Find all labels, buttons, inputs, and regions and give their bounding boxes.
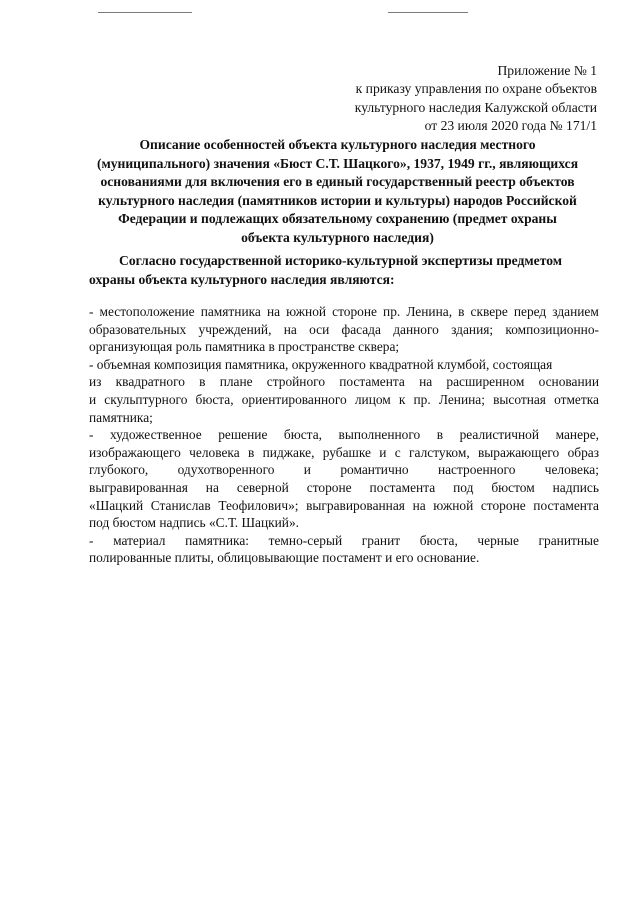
body-word: и xyxy=(303,462,311,478)
scan-artifact-line-left xyxy=(98,12,192,13)
body-word: галстуком, xyxy=(409,444,470,460)
body-line: полированные плиты, облицовывающие постамент и его основание. xyxy=(89,550,480,566)
body-word: под xyxy=(453,479,474,495)
body-word: на xyxy=(412,497,426,513)
body-word: человека xyxy=(189,444,240,460)
body-word: рубашке xyxy=(322,444,371,460)
body-word: северной xyxy=(236,479,289,495)
appendix-line: Приложение № 1 xyxy=(497,63,597,78)
body-word: оси xyxy=(309,321,330,337)
body-word: романтично xyxy=(340,462,409,478)
body-word: в xyxy=(247,444,255,460)
body-word: южной xyxy=(286,304,327,319)
body-line: под бюстом надпись «С.Т. Шацкий». xyxy=(89,515,299,531)
scan-artifact-line-right xyxy=(388,12,468,13)
body-word: зданием xyxy=(552,304,599,319)
body-line xyxy=(89,444,599,462)
body-line xyxy=(89,532,599,550)
body-word: черные xyxy=(477,532,519,548)
body-word: высотная xyxy=(493,391,546,407)
body-line: - объемная композиция памятника, окруженного квадратной клумбой, состоящая xyxy=(89,356,553,372)
body-word: в xyxy=(199,374,206,390)
body-word: «Шацкий xyxy=(89,497,144,513)
body-word: выгравированная xyxy=(306,497,405,513)
title-line: объекта культурного наследия) xyxy=(241,229,434,245)
body-word: манере, xyxy=(555,427,599,443)
appendix-line: от 23 июля 2020 года № 171/1 xyxy=(424,118,597,134)
body-word: фасада xyxy=(341,321,381,337)
body-word: пр. xyxy=(413,391,431,407)
body-word: к xyxy=(398,391,406,407)
body-word: и xyxy=(89,391,97,407)
body-word: изображающего xyxy=(89,444,181,460)
body-word: лицом xyxy=(354,391,391,407)
body-word: Ленина; xyxy=(438,391,485,407)
body-word: памятника xyxy=(200,304,261,319)
body-word: местоположение xyxy=(99,304,195,319)
body-word: ориентированного xyxy=(241,391,347,407)
body-line xyxy=(89,391,599,409)
body-line xyxy=(89,479,599,497)
body-word: образ xyxy=(567,444,599,460)
protection-subject-heading xyxy=(89,252,599,289)
body-word: - xyxy=(89,427,94,443)
body-word: расширенном xyxy=(446,374,525,390)
body-word: пр. xyxy=(383,304,401,319)
body-word: в xyxy=(436,427,444,443)
body-word: образовательных xyxy=(89,321,187,337)
body-word: реалистичной xyxy=(459,427,540,443)
title-line: культурного наследия (памятников истории и культуры) народов Российской xyxy=(98,192,577,208)
document-body xyxy=(89,303,599,567)
body-word: стороне xyxy=(332,304,377,319)
body-word: стройного xyxy=(266,374,326,390)
body-line xyxy=(89,426,599,444)
body-word: стороне xyxy=(306,479,352,495)
body-word: гранит xyxy=(361,532,401,548)
body-word: квадратного xyxy=(115,374,185,390)
body-word: памятника: xyxy=(185,532,250,548)
body-line xyxy=(89,373,599,391)
body-word: - xyxy=(89,532,94,548)
body-word: сквере xyxy=(470,304,508,319)
body-word: перед xyxy=(513,304,547,319)
body-word: и xyxy=(379,444,387,460)
body-word: надпись xyxy=(552,479,599,495)
body-word: отметка xyxy=(554,391,599,407)
body-word: учреждений, xyxy=(198,321,272,337)
body-word: в xyxy=(458,304,465,319)
body-word: одухотворенного xyxy=(177,462,275,478)
title-line: Описание особенностей объекта культурного наследия местного xyxy=(139,137,536,152)
body-word: Станислав xyxy=(150,497,211,513)
body-word: композиционно- xyxy=(505,321,599,337)
body-word: с xyxy=(394,444,401,460)
body-word: бюста, xyxy=(195,391,234,407)
body-word: выражающего xyxy=(477,444,560,460)
body-word: Теофилович»; xyxy=(218,497,299,513)
title-line: (муниципального) значения «Бюст С.Т. Шацкого», 1937, 1949 гг., являющихся xyxy=(96,155,579,171)
subject-line: Согласно государственной историко-культурной экспертизы предметом xyxy=(119,253,563,268)
body-word: пиджаке, xyxy=(262,444,315,460)
body-word: стороне xyxy=(480,497,526,513)
body-line: организующая роль памятника в пространстве сквера; xyxy=(89,339,400,355)
body-word: на xyxy=(419,374,433,390)
body-word: материал xyxy=(113,532,166,548)
body-word: глубокого, xyxy=(89,462,149,478)
body-line: памятника; xyxy=(89,409,153,425)
body-word: гранитные xyxy=(538,532,599,548)
body-word: художественное xyxy=(110,427,202,443)
body-word: темно-серый xyxy=(268,532,343,548)
document-title xyxy=(60,136,615,248)
body-line xyxy=(89,497,599,515)
body-line xyxy=(89,303,599,321)
body-word: на xyxy=(283,321,297,337)
body-word: решение xyxy=(218,427,268,443)
body-word: скульптурного xyxy=(104,391,188,407)
appendix-line: к приказу управления по охране объектов xyxy=(355,81,597,97)
body-word: здания; xyxy=(451,321,494,337)
body-word: данного xyxy=(393,321,439,337)
body-word: бюста, xyxy=(283,427,322,443)
body-word: настроенного xyxy=(437,462,516,478)
body-word: из xyxy=(89,374,102,390)
body-word: постамента xyxy=(533,497,599,513)
body-word: - xyxy=(89,304,94,319)
subject-line: охраны объекта культурного наследия являются: xyxy=(89,271,395,287)
body-line xyxy=(89,321,599,339)
body-word: основании xyxy=(538,374,599,390)
body-word: постамента xyxy=(339,374,405,390)
body-line xyxy=(89,461,599,479)
body-word: Ленина, xyxy=(406,304,453,319)
body-word: бюстом xyxy=(491,479,535,495)
body-word: на xyxy=(266,304,281,319)
body-word: выгравированная xyxy=(89,479,188,495)
body-word: человека; xyxy=(544,462,599,478)
body-word: бюста, xyxy=(419,532,458,548)
body-word: выполненного xyxy=(338,427,421,443)
body-word: южной xyxy=(433,497,474,513)
title-line: основаниями для включения его в единый государственный реестр объектов xyxy=(100,174,575,190)
body-word: постамента xyxy=(369,479,436,495)
appendix-line: культурного наследия Калужской области xyxy=(354,99,597,115)
body-word: плане xyxy=(219,374,253,390)
title-line: Федерации и подлежащих обязательному сохранению (предмет охраны xyxy=(118,211,557,227)
appendix-header xyxy=(355,62,597,136)
body-word: на xyxy=(205,479,219,495)
